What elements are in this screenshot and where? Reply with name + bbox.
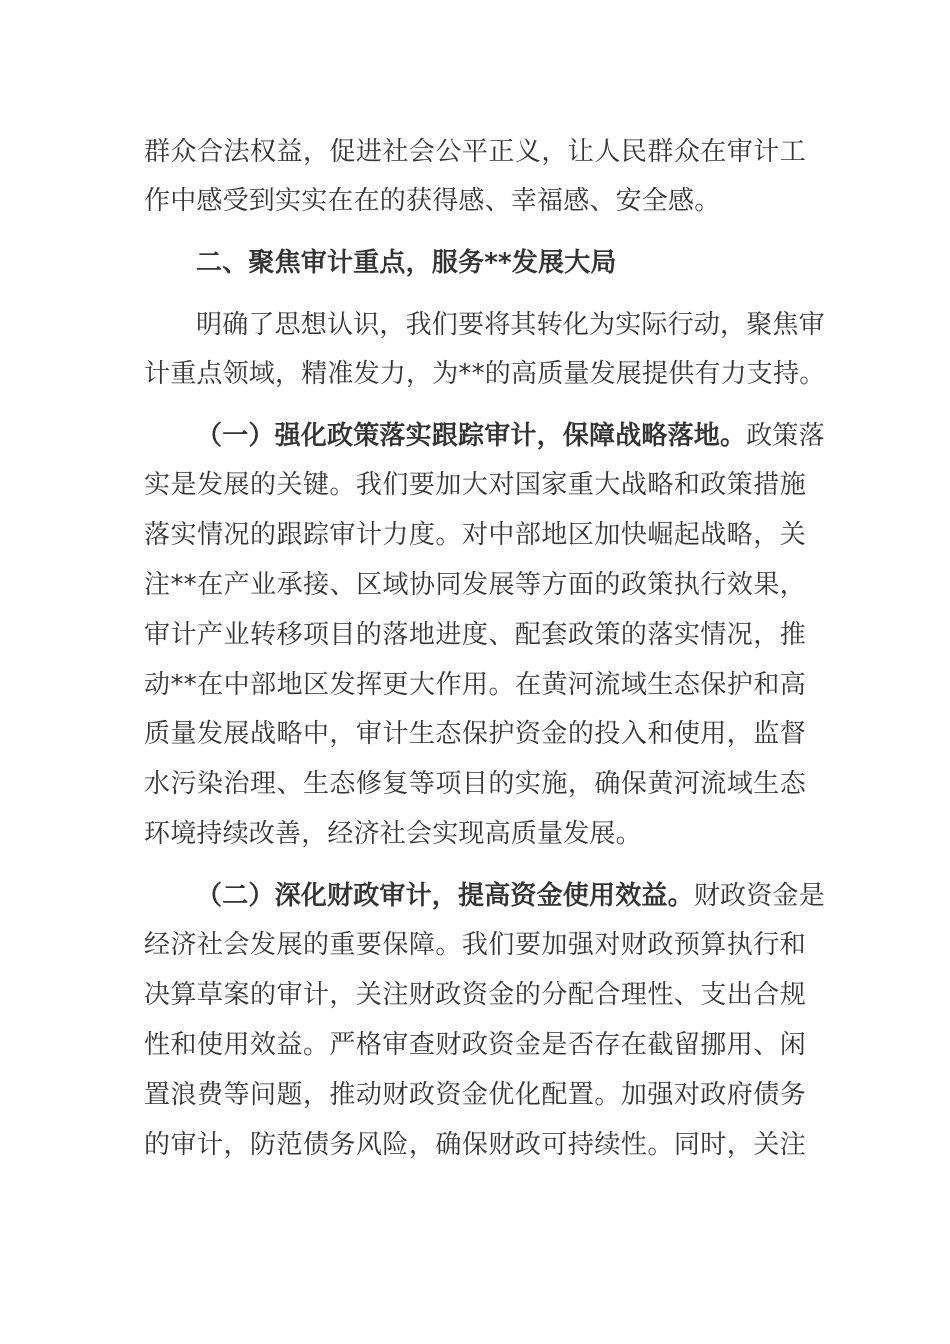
paragraph-line: 动**在中部地区发挥更大作用。在黄河流域生态保护和高: [144, 670, 806, 700]
subsection-heading: （二）深化财政审计，提高资金使用效益。: [196, 881, 694, 911]
paragraph-line: 经济社会发展的重要保障。我们要加强对财政预算执行和: [144, 930, 806, 960]
subsection-heading: （一）强化政策落实跟踪审计，保障战略落地。: [196, 421, 747, 451]
paragraph-line: 环境持续改善，经济社会实现高质量发展。: [144, 819, 642, 849]
subsection-lead-text: 财政资金是: [693, 881, 825, 911]
subsection-lead-text: 政策落: [746, 421, 825, 451]
paragraph-line: 落实情况的跟踪审计力度。对中部地区加快崛起战略，关: [144, 520, 806, 550]
paragraph-line: 作中感受到实实在在的获得感、幸福感、安全感。: [144, 186, 721, 216]
paragraph-line: 性和使用效益。严格审查财政资金是否存在截留挪用、闲: [144, 1030, 806, 1060]
paragraph-line: 计重点领域，精准发力，为**的高质量发展提供有力支持。: [144, 359, 826, 389]
paragraph-line: 实是发展的关键。我们要加大对国家重大战略和政策措施: [144, 470, 806, 500]
paragraph-line: 置浪费等问题，推动财政资金优化配置。加强对政府债务: [144, 1080, 806, 1110]
subsection-lead-line: [196, 879, 825, 913]
subsection-lead-line: [196, 419, 825, 453]
paragraph-line: 明确了思想认识，我们要将其转化为实际行动，聚焦审: [196, 310, 825, 340]
paragraph-line: 决算草案的审计，关注财政资金的分配合理性、支出合规: [144, 980, 806, 1010]
paragraph-line: 审计产业转移项目的落地进度、配套政策的落实情况，推: [144, 620, 806, 650]
section-heading: 二、聚焦审计重点，服务**发展大局: [196, 248, 617, 278]
paragraph-line: 注**在产业承接、区域协同发展等方面的政策执行效果，: [144, 570, 806, 600]
paragraph-line: 群众合法权益，促进社会公平正义，让人民群众在审计工: [144, 137, 806, 167]
paragraph-line: 的审计，防范债务风险，确保财政可持续性。同时，关注: [144, 1130, 806, 1160]
paragraph-line: 质量发展战略中，审计生态保护资金的投入和使用，监督: [144, 719, 806, 749]
paragraph-line: 水污染治理、生态修复等项目的实施，确保黄河流域生态: [144, 769, 806, 799]
